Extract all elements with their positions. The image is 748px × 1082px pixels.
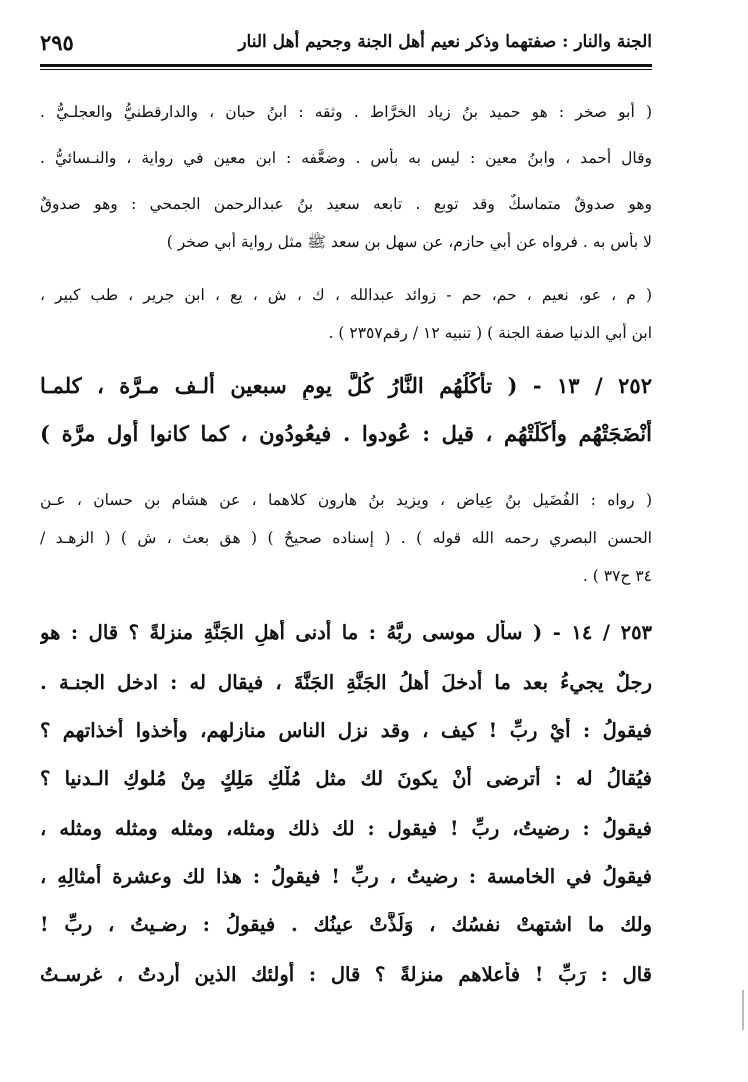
hadith-line: رجلٌ يجيءُ بعد ما أُدخلَ أهلُ الجَنَّةِ الجَنَّةَ ، فيقال له : ادخل الجنـة . [40,671,652,694]
note-line: ٣٤ ح٣٧ ) . [582,567,652,585]
header-rule-thin [40,69,652,70]
hadith-line: ٢٥٢ / ١٣ - ( تأكُلُهُم النَّارُ كُلَّ يومٍ سبعين ألـف مـرَّة ، كلمـا [40,373,652,398]
note-line: وهو صدوقٌ متماسكٌ وقد توبع . تابعه سعيد بنُ عبدالرحمن الجمحي : وهو صدوقٌ [40,195,652,213]
note-line: لا بأس به . فرواه عن أبي حازم، عن سهل بن سعد ﷺ مثل رواية أبي صخر ) [166,233,652,251]
hadith-line: فيقولُ : رضيتُ، ربِّ ! فيقول : لك ذلك ومثله، ومثله ومثله ومثله ، [40,817,652,840]
source-line: ( م ، عو، نعيم ، حم، حم - زوائد عبدالله ، ك ، ش ، يع ، ابن جرير ، طب كبير ، [40,286,652,304]
scan-edge-mark [742,990,744,1030]
hadith-line: قال : رَبِّ ! فأعلاهم منزلةً ؟ قال : أولئك الذين أردتُ ، غرسـتُ [40,963,652,986]
hadith-line: أنْضَجَتْهُم وأكَلَتْهُم ، قيل : عُودوا . فيعُودُون ، كما كانوا أول مرَّة ) [40,421,652,446]
hadith-line: فيُقالُ له : أترضى أنْ يكونَ لك مثل مُلْكِ مَلِكٍ مِنْ مُلوكِ الـدنيا ؟ [40,767,652,790]
note-line: وقال أحمد ، وابنُ معين : ليس به بأس . وضعَّفه : ابن معين في رواية ، والنـسائيُّ . [40,149,652,167]
note-line: الحسن البصري رحمه الله قوله ) . ( إسناده صحيحٌ ) ( هق بعث ، ش ) ( الزهـد / [40,529,652,547]
page-number: ٢٩٥ [40,30,74,55]
running-title: الجنة والنار : صفتهما وذكر نعيم أهل الجنة وجحيم أهل النار [238,32,652,52]
hadith-line: ٢٥٣ / ١٤ - ( سأل موسى ربَّهُ : ما أدنى أهلِ الجَنَّةِ منزلةً ؟ قال : هو [40,621,652,644]
note-line: ( رواه : الفُضَيل بنُ عِياض ، ويزيد بنُ هارون كلاهما ، عن هشام بن حسان ، عـن [40,491,652,509]
running-header [40,28,652,62]
hadith-line: ولك ما اشتهتْ نفسُك ، وَلَذَّتْ عينُك . فيقولُ : رضـيتُ ، ربِّ ! [40,913,652,936]
header-rule-thick [40,64,652,67]
source-line: ابن أبي الدنيا صفة الجنة ) ( تنبيه ١٢ / رقم٢٣٥٧ ) . [328,324,652,342]
hadith-line: فيقولُ في الخامسة : رضيتُ ، ربِّ ! فيقولُ : هذا لك وعشرة أمثالِهِ ، [40,865,652,888]
hadith-line: فيقولُ : أيْ ربِّ ! كيف ، وقد نزل الناس منازلهم، وأخذوا أخذاتهم ؟ [40,719,652,742]
note-line: ( أبو صخر : هو حميد بنُ زياد الخرَّاط . وثقه : ابنُ حبان ، والدارقطنيُّ والعجلـيُّ . [40,103,652,121]
